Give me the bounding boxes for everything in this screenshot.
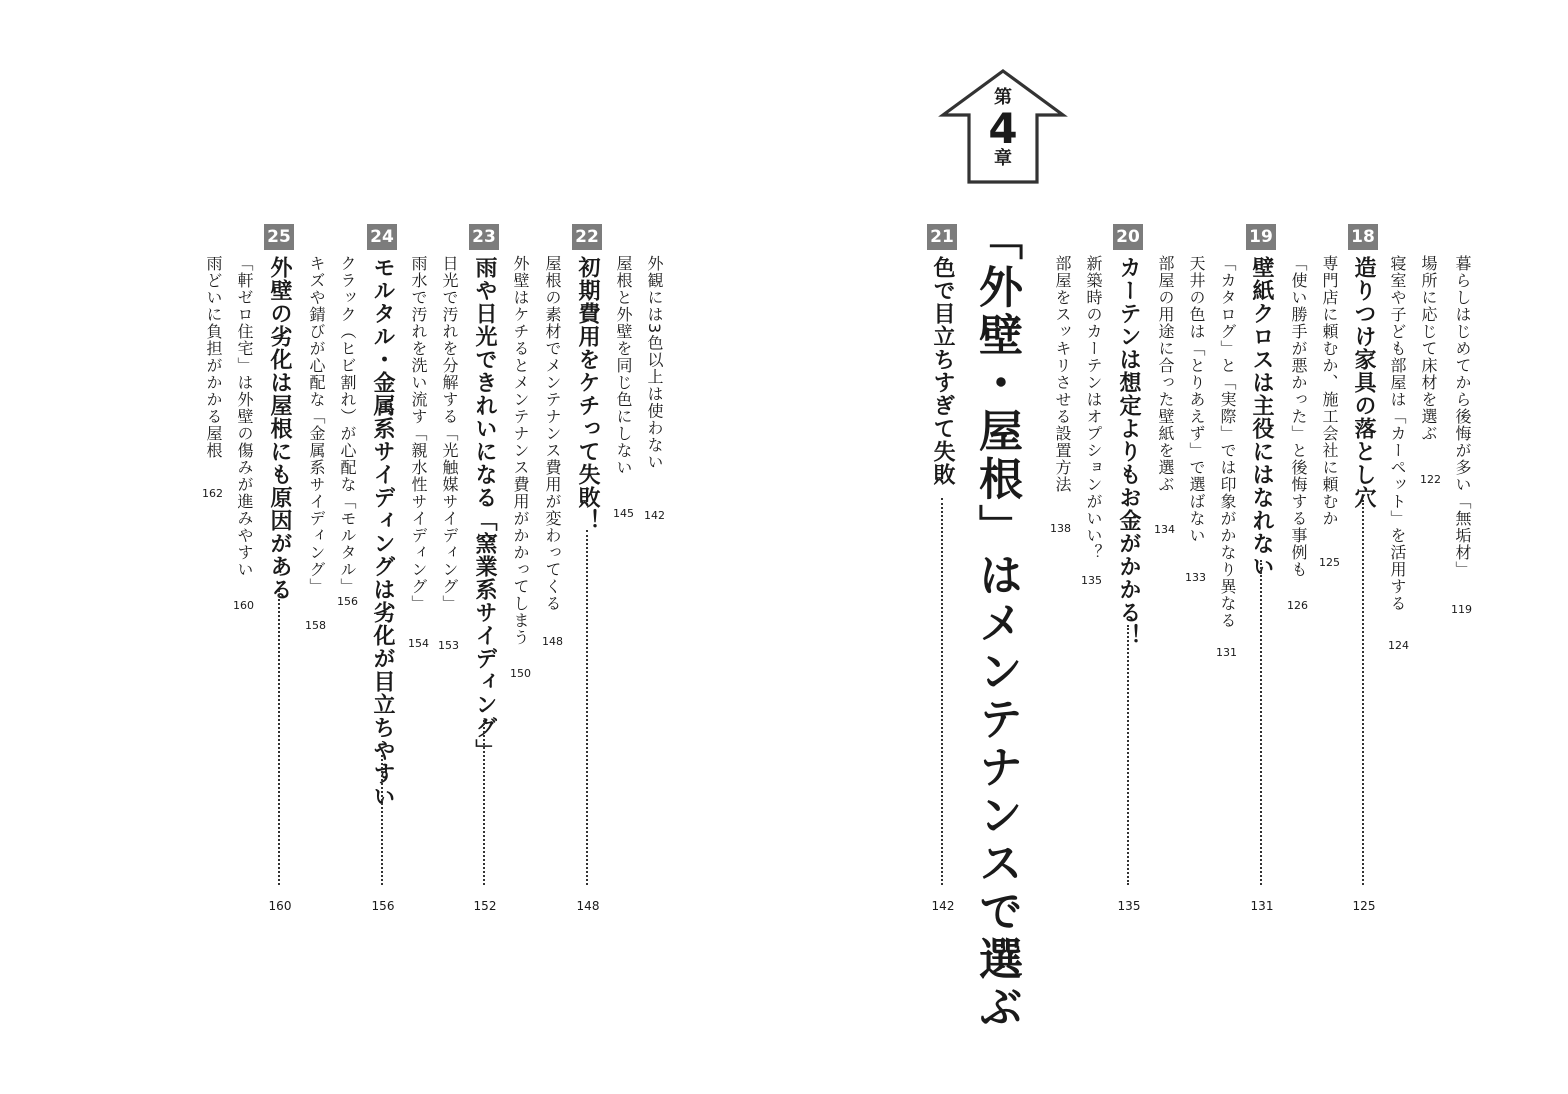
page-number: 150 — [510, 667, 531, 680]
section-page-number: 156 — [371, 899, 395, 913]
page-number: 148 — [542, 635, 563, 648]
toc-entry[interactable]: 寝室や子ども部屋は「カーペット」を活用する — [1388, 255, 1407, 612]
page-number: 135 — [1081, 574, 1102, 587]
page-number: 160 — [233, 599, 254, 612]
toc-entry[interactable]: 屋根の素材でメンテナンス費用が変わってくる — [543, 255, 562, 612]
leader-dots — [483, 720, 485, 885]
page-number: 122 — [1420, 473, 1441, 486]
page-number: 124 — [1388, 639, 1409, 652]
section-number-badge: 23 — [469, 224, 499, 250]
section-page-number: 125 — [1352, 899, 1376, 913]
section-heading[interactable]: モルタル・金属系サイディングは劣化が目立ちやすい — [370, 256, 395, 808]
page-number: 153 — [438, 639, 459, 652]
chapter-number: 4 — [988, 104, 1018, 153]
toc-entry[interactable]: クラック（ヒビ割れ）が心配な「モルタル」 — [338, 255, 357, 595]
leader-dots — [278, 590, 280, 885]
section-heading[interactable]: 造りつけ家具の落とし穴 — [1351, 256, 1376, 509]
toc-entry[interactable]: 外観には3色以上は使わない — [645, 255, 664, 471]
section-page-number: 135 — [1117, 899, 1141, 913]
toc-entry[interactable]: 新築時のカーテンはオプションがいい？ — [1084, 255, 1103, 561]
page-number: 154 — [408, 637, 429, 650]
page-number: 142 — [644, 509, 665, 522]
toc-entry[interactable]: 専門店に頼むか、施工会社に頼むか — [1320, 255, 1339, 527]
toc-entry[interactable]: 部屋の用途に合った壁紙を選ぶ — [1156, 255, 1175, 493]
leader-dots — [1127, 625, 1129, 885]
chapter-title: 「外壁・屋根」はメンテナンスで選ぶ — [971, 216, 1022, 1032]
toc-entry[interactable]: 屋根と外壁を同じ色にしない — [614, 255, 633, 476]
leader-dots — [586, 530, 588, 885]
leader-dots — [381, 755, 383, 885]
page-number: 158 — [305, 619, 326, 632]
section-number-badge: 20 — [1113, 224, 1143, 250]
toc-entry[interactable]: 「カタログ」と「実際」では印象がかなり異なる — [1218, 255, 1237, 629]
toc-entry[interactable]: 「軒ゼロ住宅」は外壁の傷みが進みやすい — [235, 255, 254, 578]
toc-entry[interactable]: 外壁はケチるとメンテナンス費用がかかってしまう — [511, 255, 530, 646]
section-heading[interactable]: 雨や日光できれいになる「窯業系サイディング」 — [472, 256, 497, 762]
page-number: 134 — [1154, 523, 1175, 536]
section-page-number: 160 — [268, 899, 292, 913]
page-number: 156 — [337, 595, 358, 608]
toc-entry[interactable]: 雨どいに負担がかかる屋根 — [204, 255, 223, 459]
section-page-number: 142 — [931, 899, 955, 913]
section-page-number: 148 — [576, 899, 600, 913]
toc-entry[interactable]: 暮らしはじめてから後悔が多い「無垢材」 — [1453, 255, 1472, 578]
toc-entry[interactable]: キズや錆びが心配な「金属系サイディング」 — [307, 255, 326, 595]
toc-entry[interactable]: 部屋をスッキリさせる設置方法 — [1053, 255, 1072, 493]
toc-entry[interactable]: 「使い勝手が悪かった」と後悔する事例も — [1289, 255, 1308, 578]
section-heading[interactable]: 初期費用をケチって失敗！ — [575, 256, 600, 532]
leader-dots — [1260, 560, 1262, 885]
page-number: 131 — [1216, 646, 1237, 659]
section-heading[interactable]: 色で目立ちすぎて失敗 — [930, 256, 955, 486]
section-number-badge: 19 — [1246, 224, 1276, 250]
section-page-number: 152 — [473, 899, 497, 913]
section-heading[interactable]: 外壁の劣化は屋根にも原因がある — [267, 256, 292, 601]
chapter-kanji-top: 第 — [994, 87, 1012, 108]
section-heading[interactable]: カーテンは想定よりもお金がかかる！ — [1116, 256, 1141, 647]
toc-entry[interactable]: 天井の色は「とりあえず」で選ばない — [1187, 255, 1206, 544]
chapter-kanji-bottom: 章 — [994, 148, 1012, 169]
toc-entry[interactable]: 日光で汚れを分解する「光触媒サイディング」 — [440, 255, 459, 612]
toc-entry[interactable]: 場所に応じて床材を選ぶ — [1419, 255, 1438, 442]
page-number: 138 — [1050, 522, 1071, 535]
section-number-badge: 24 — [367, 224, 397, 250]
section-number-badge: 25 — [264, 224, 294, 250]
leader-dots — [941, 498, 943, 885]
leader-dots — [1362, 500, 1364, 885]
section-number-badge: 18 — [1348, 224, 1378, 250]
page-number: 133 — [1185, 571, 1206, 584]
section-heading[interactable]: 壁紙クロスは主役にはなれない — [1249, 256, 1274, 578]
section-page-number: 131 — [1250, 899, 1274, 913]
page-number: 119 — [1451, 603, 1472, 616]
section-number-badge: 22 — [572, 224, 602, 250]
page-number: 125 — [1319, 556, 1340, 569]
page-number: 126 — [1287, 599, 1308, 612]
toc-entry[interactable]: 雨水で汚れを洗い流す「親水性サイディング」 — [409, 255, 428, 612]
page-number: 145 — [613, 507, 634, 520]
page-number: 162 — [202, 487, 223, 500]
section-number-badge: 21 — [927, 224, 957, 250]
